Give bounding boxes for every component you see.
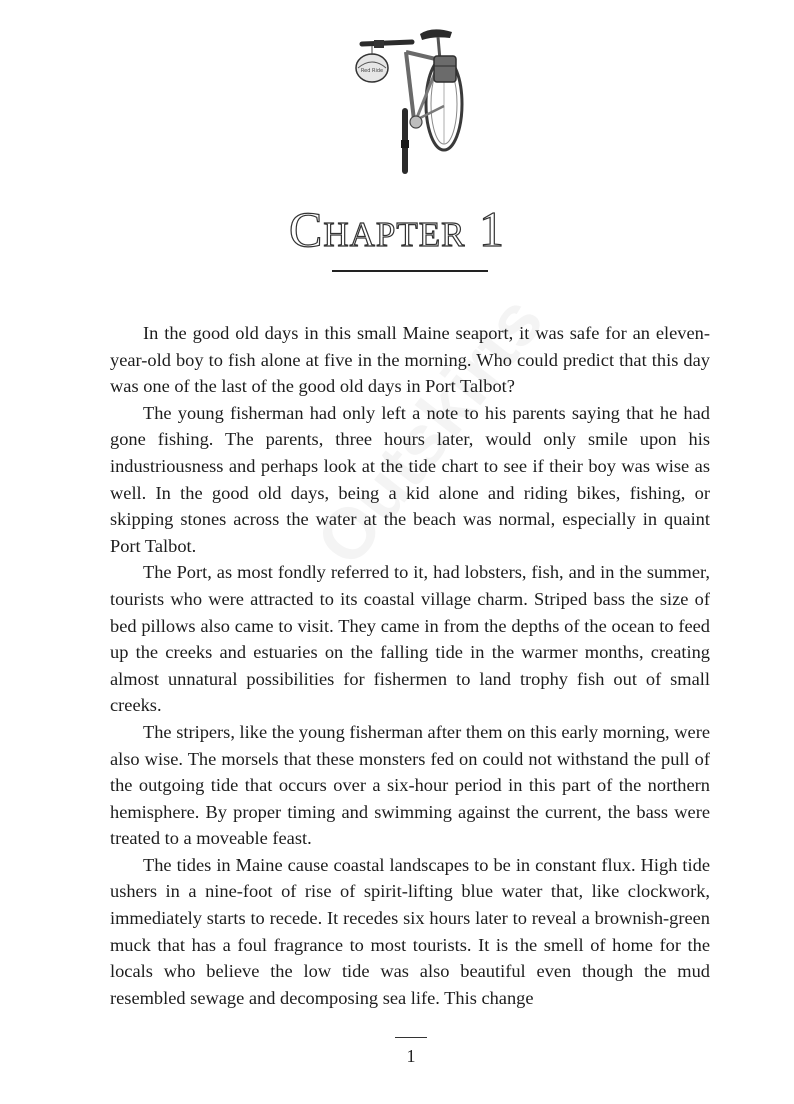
paragraph-3: The Port, as most fondly referred to it, had lobsters, fish, and in the summer, tourists who were attracted to its coastal village charm. Striped bass the size of bed pillows also came to visit. They came in from the depths of the ocean to feed up the creeks and estuaries on the falling tide in the warmer months, creating almost unnatural possibilities for fishermen to land trophy fish out of small creeks. — [110, 562, 710, 716]
bicycle-icon — [352, 22, 472, 178]
page-number: 1 — [406, 1046, 416, 1066]
helmet-label: Red Ride — [360, 68, 384, 74]
paragraph-5: The tides in Maine cause coastal landscapes to be in constant flux. High tide ushers in a nine-foot of rise of spirit-lifting blue water that, like clockwork, immediately starts to recede. It recedes six hours later to reveal a brownish-green muck that has a foul fragrance to most tourists. It is the smell of home for the locals who believe the low tide was also beautiful even though the mud resembled sewage and decomposing sea life. This change — [110, 854, 710, 1008]
chapter-body — [110, 320, 710, 1011]
chapter-title: Chapter 1 — [289, 201, 505, 257]
footer-divider — [395, 1037, 427, 1038]
paragraph-4: The stripers, like the young fisherman after them on this early morning, were also wise. The morsels that these monsters fed on could not withstand the pull of the outgoing tide that occurs over a six-hour period in this part of the northern hemisphere. By proper timing and swimming against the current, the bass were treated to a moveable feast. — [110, 721, 710, 849]
title-divider — [332, 270, 488, 272]
paragraph-1: In the good old days in this small Maine seaport, it was safe for an eleven-year-old boy to fish alone at five in the morning. Who could predict that this day was one of the last of the good old days in Port Talbot? — [110, 323, 710, 397]
paragraph-2: The young fisherman had only left a note to his parents saying that he had gone fishing. The parents, three hours later, would only smile upon his industriousness and perhaps look at the tide chart to see if their boy was wise as well. In the good old days, being a kid alone and riding bikes, fishing, or skipping stones across the water at the beach was normal, especially in quaint Port Talbot. — [110, 402, 710, 556]
